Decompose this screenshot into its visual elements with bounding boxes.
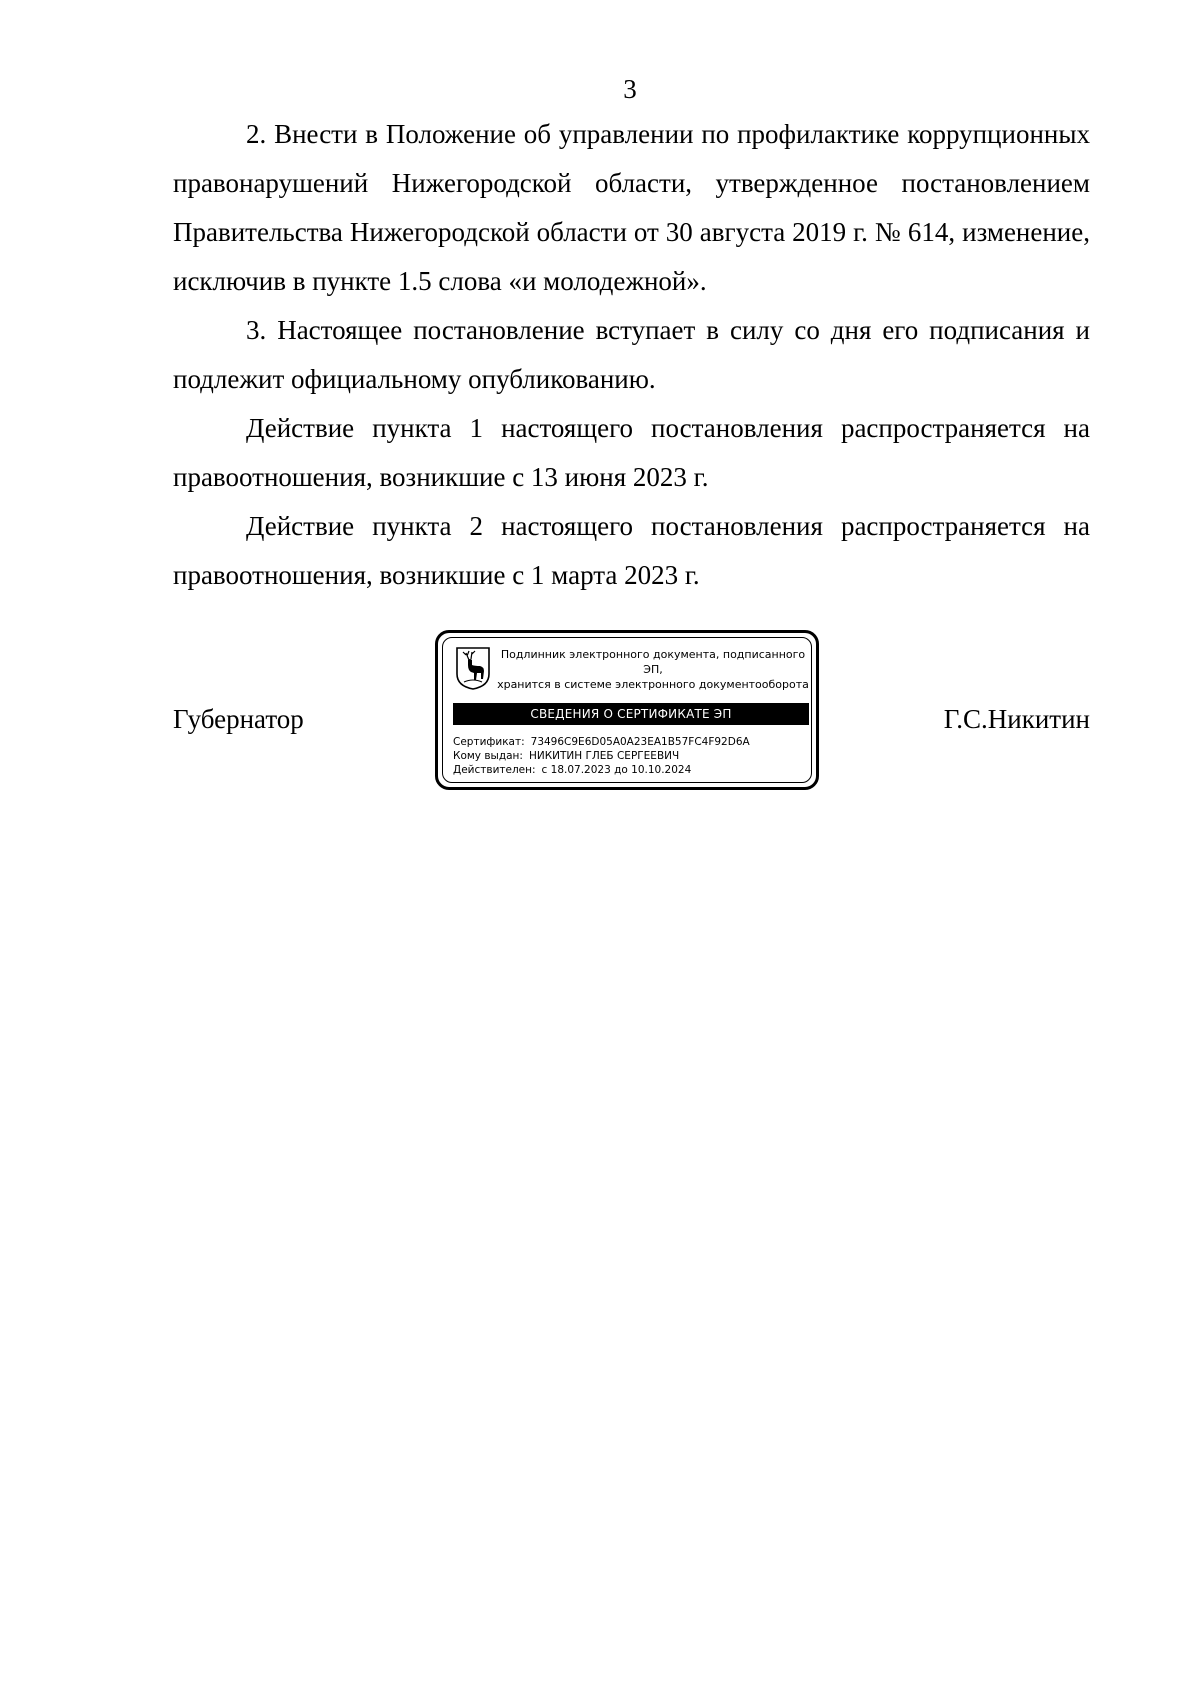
certificate-row	[453, 735, 750, 749]
certificate-value: 73496C9E6D05A0A23EA1B57FC4F92D6A	[530, 736, 750, 748]
valid-row	[453, 763, 750, 777]
stamp-header-line-2: хранится в системе электронного документооборота	[497, 678, 809, 691]
issued-to-label: Кому выдан:	[453, 750, 523, 762]
paragraph-2: 2. Внести в Положение об управлении по профилактике коррупционных правонарушений Нижегородской области, утвержденное постановлением Правительства Нижегородской области от 30 августа 2019 г. № 614, изменение, исключив в пункте 1.5 слова «и молодежной».	[173, 119, 1090, 296]
issued-to-value: НИКИТИН ГЛЕБ СЕРГЕЕВИЧ	[528, 750, 680, 762]
paragraph-effect-2: Действие пункта 2 настоящего постановления распространяется на правоотношения, возникшие с 1 марта 2023 г.	[173, 511, 1090, 590]
certificate-details	[453, 735, 750, 777]
certificate-label: Сертификат:	[453, 736, 525, 748]
stamp-header-line-1: Подлинник электронного документа, подписанного ЭП,	[500, 648, 806, 676]
signatory-name: Г.С.Никитин	[943, 704, 1090, 734]
stamp-header	[494, 647, 812, 692]
page-number: 3	[623, 74, 637, 104]
issued-to-row	[453, 749, 750, 763]
document-body	[173, 110, 1090, 600]
valid-value: с 18.07.2023 до 10.10.2024	[541, 764, 692, 776]
valid-label: Действителен:	[453, 764, 536, 776]
deer-emblem-icon	[455, 646, 491, 690]
paragraph-3: 3. Настоящее постановление вступает в силу со дня его подписания и подлежит официальному опубликованию.	[173, 315, 1090, 394]
signatory-title: Губернатор	[173, 704, 304, 734]
electronic-signature-stamp	[435, 630, 819, 790]
paragraph-effect-1: Действие пункта 1 настоящего постановления распространяется на правоотношения, возникшие с 13 июня 2023 г.	[173, 413, 1090, 492]
certificate-info-bar: СВЕДЕНИЯ О СЕРТИФИКАТЕ ЭП	[453, 703, 809, 725]
